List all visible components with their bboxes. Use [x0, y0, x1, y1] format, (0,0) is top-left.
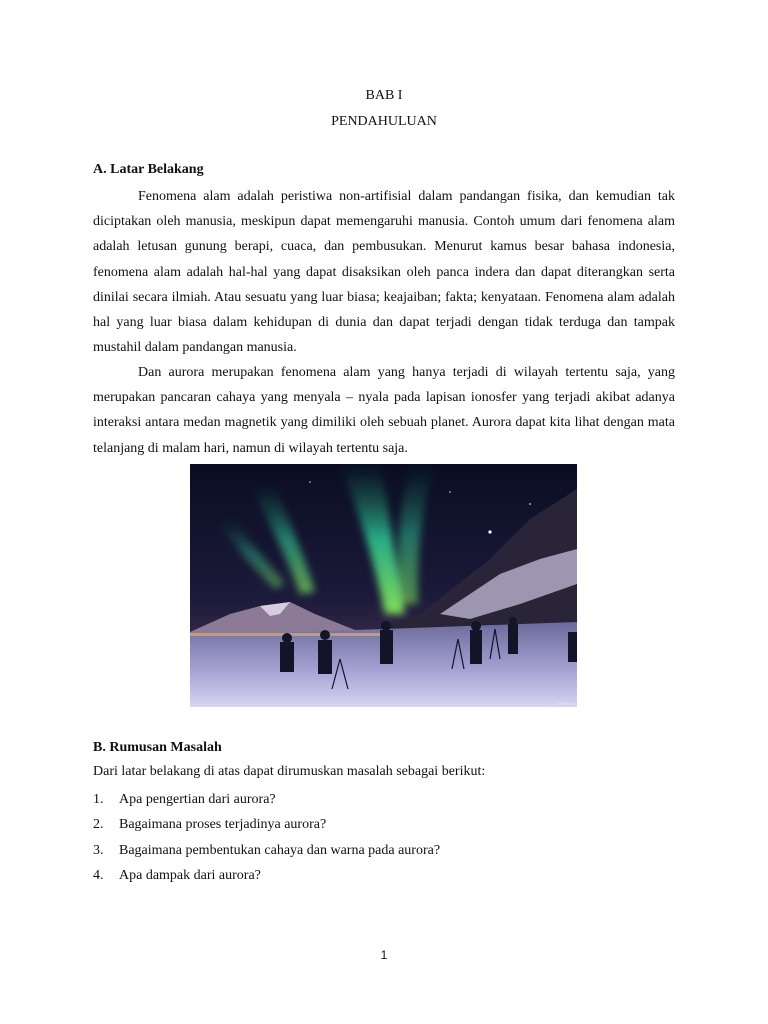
- chapter-title: PENDAHULUAN: [331, 114, 437, 129]
- chapter-number: BAB I: [365, 88, 403, 103]
- list-text: Apa pengertian dari aurora?: [119, 792, 276, 807]
- paragraph-2: Dan aurora merupakan fenomena alam yang hanya terjadi di wilayah tertentu saja, yang merupakan pancaran cahaya yang menyala – nyala pada lapisan ionosfer yang terjadi akibat adanya interaksi antara medan magnetik yang dimiliki oleh sebuah planet. Aurora dapat kita lihat dengan mata telanjang di malam hari, namun di wilayah tertentu saja.: [93, 365, 675, 456]
- section-b-intro: Dari latar belakang di atas dapat dirumuskan masalah sebagai berikut:: [93, 764, 486, 779]
- list-text: Bagaimana proses terjadinya aurora?: [119, 817, 327, 833]
- photo-credit: Ulrik Grau: [555, 701, 574, 706]
- list-text: Apa dampak dari aurora?: [119, 867, 261, 883]
- list-item: [93, 814, 440, 839]
- list-item: [93, 865, 440, 890]
- aurora-photo: [190, 464, 577, 707]
- list-number: 4.: [93, 867, 104, 883]
- page-number: 1: [380, 948, 388, 962]
- list-number: 2.: [93, 817, 104, 833]
- list-number: 1.: [93, 792, 104, 807]
- section-b-heading: B. Rumusan Masalah: [93, 740, 222, 755]
- list-number: 3.: [93, 842, 104, 858]
- section-a-heading: A. Latar Belakang: [93, 162, 204, 177]
- paragraph-1: Fenomena alam adalah peristiwa non-artifisial dalam pandangan fisika, dan kemudian tak diciptakan oleh manusia, meskipun dapat memengaruhi manusia. Contoh umum dari fenomena alam adalah letusan gunung berapi, cuaca, dan pembusukan. Menurut kamus besar bahasa indonesia, fenomena alam adalah hal-hal yang dapat disaksikan oleh panca indera dan dapat diterangkan serta dinilai secara ilmiah. Atau sesuatu yang luar biasa; keajaiban; fakta; kenyataan. Fenomena alam adalah hal yang luar biasa dalam kehidupan di dunia dan dapat terjadi dengan tidak terduga dan tampak mustahil dalam pandangan manusia.: [93, 189, 675, 356]
- question-list: [93, 789, 440, 890]
- list-text: Bagaimana pembentukan cahaya dan warna pada aurora?: [119, 842, 441, 858]
- list-item: [93, 840, 440, 865]
- list-item: [93, 789, 440, 814]
